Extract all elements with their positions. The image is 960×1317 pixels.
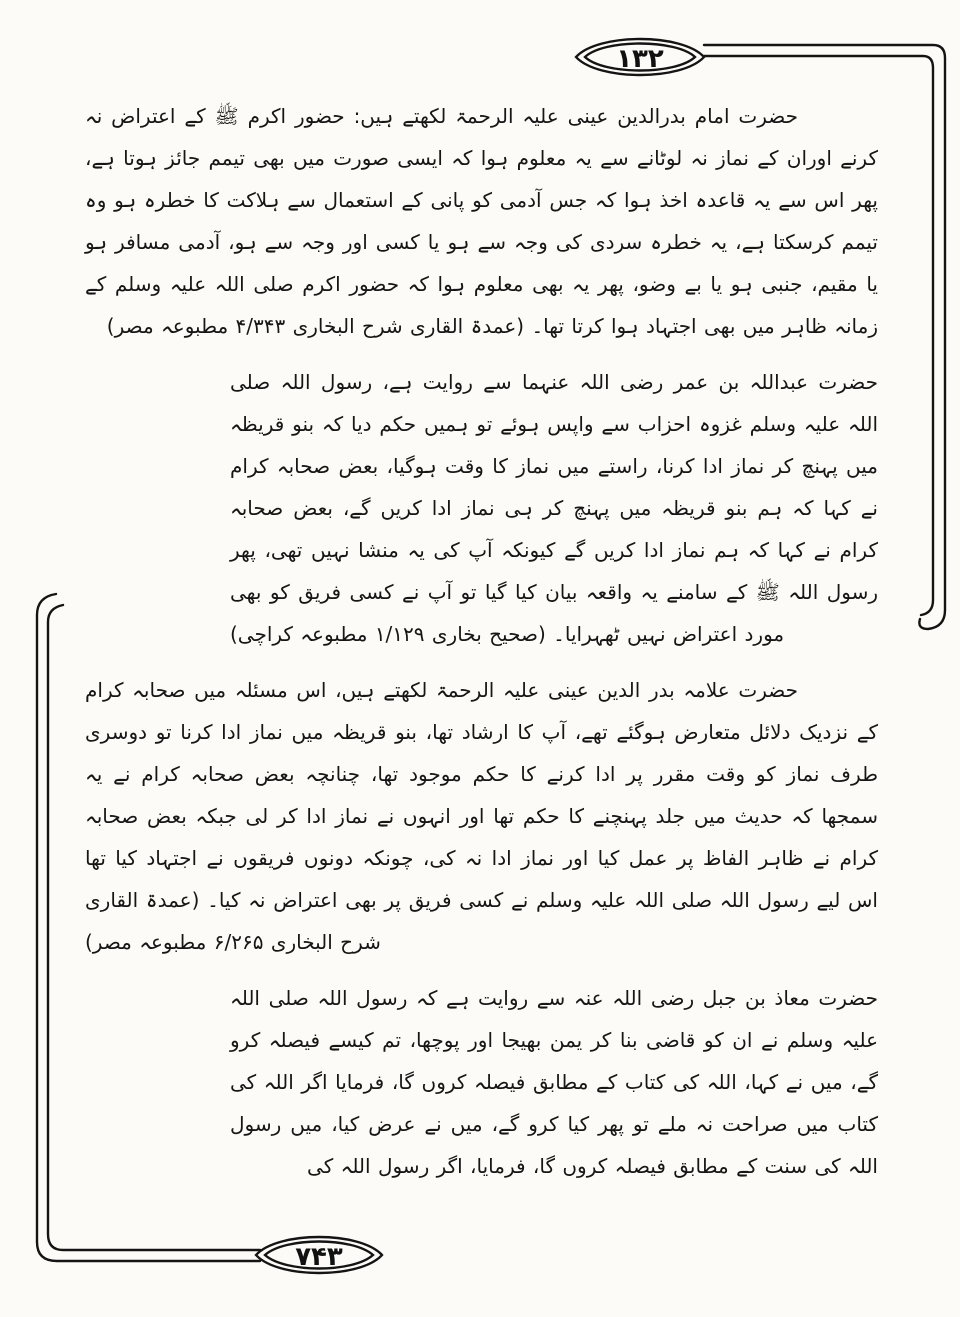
urdu-paragraph-hadith-muadh: حضرت معاذ بن جبل رضی اللہ عنہ سے روایت ہے کہ رسول اللہ صلی اللہ علیہ وسلم نے ان کو قاضی بنا کر یمن بھیجا اور پوچھا، تم کیسے فیصلہ کرو گے، میں نے کہا، اللہ کی کتاب کے مطابق فیصلہ کروں گا، فرمایا اگر اللہ کی کتاب میں صراحت نہ ملے تو پھر کیا کرو گے، میں نے عرض کیا، میں رسول اللہ کی سنت کے مطابق فیصلہ کروں گا، فرمایا، اگر رسول اللہ کی [230,986,878,1178]
urdu-paragraph-hadith-banu-qurayza: حضرت عبداللہ بن عمر رضی اللہ عنہما سے روایت ہے، رسول اللہ صلی اللہ علیہ وسلم غزوہ احزاب سے واپس ہوئے تو ہمیں حکم دیا کہ بنو قریظہ میں پہنچ کر نماز ادا کرنا، راستے میں نماز کا وقت ہوگیا، بعض صحابہ کرام نے کہا کہ ہم بنو قریظہ میں پہنچ کر ہی نماز ادا کریں گے، بعض صحابہ کرام نے کہا کہ ہم نماز ادا کریں گے کیونکہ آپ کی یہ منشا نہیں تھی، پھر رسول اللہ ﷺ کے سامنے یہ واقعہ بیان کیا گیا تو آپ نے کسی فریق کو بھی مورد اعتراض نہیں ٹھہرایا۔ (صحیح بخاری ۱/۱۲۹ مطبوعہ کراچی) [230,370,878,646]
urdu-paragraph-commentary-ijtihad: حضرت علامہ بدر الدین عینی علیہ الرحمۃ لکھتے ہیں، اس مسئلہ میں صحابہ کرام کے نزدیک دلائل متعارض ہوگئے تھے، آپ کا ارشاد تھا، بنو قریظہ میں نماز ادا کرنا تو دوسری طرف نماز کو وقت مقرر پر ادا کرنے کا حکم موجود تھا، چنانچہ بعض صحابہ کرام نے یہ سمجھا کہ حدیث میں جلد پہنچنے کا حکم تھا اور انہوں نے نماز ادا کر لی جبکہ بعض صحابہ کرام نے ظاہر الفاظ پر عمل کیا اور نماز ادا نہ کی، چونکہ دونوں فریقوں نے اجتہاد کیا تھا اس لیے رسول اللہ صلی اللہ علیہ وسلم نے کسی فریق پر بھی اعتراض نہ کیا۔ (عمدۃ القاری شرح البخاری ۶/۲۶۵ مطبوعہ مصر) [85,678,878,954]
cartouche-bottom-inner [265,1242,373,1269]
cartouche-bottom-outer [256,1237,382,1273]
urdu-paragraph-commentary-tayammum: حضرت امام بدرالدین عینی علیہ الرحمۃ لکھتے ہیں: حضور اکرم ﷺ کے اعتراض نہ کرنے اوران کے نماز نہ لوٹانے سے یہ معلوم ہوا کہ ایسی صورت میں بھی تیمم جائز ہوتا ہے، پھر اس سے یہ قاعدہ اخذ ہوا کہ جس آدمی کو پانی کے استعمال سے ہلاکت کا خطرہ ہو وہ تیمم کرسکتا ہے، یہ خطرہ سردی کی وجہ سے ہو یا کسی اور وجہ سے ہو، آدمی مسافر ہو یا مقیم، جنبی ہو یا بے وضو، پھر یہ بھی معلوم ہوا کہ حضور اکرم صلی اللہ علیہ وسلم کے زمانہ ظاہر میں بھی اجتہاد ہوا کرتا تھا۔ (عمدۃ القاری شرح البخاری ۴/۳۴۳ مطبوعہ مصر) [85,104,878,338]
cartouche-top-inner [585,44,695,71]
text-column [85,95,878,1187]
cartouche-top-outer [576,39,704,75]
page-number-bottom: ۷۴۳ [295,1242,343,1272]
page-number-top: ۱۳۲ [616,44,664,74]
